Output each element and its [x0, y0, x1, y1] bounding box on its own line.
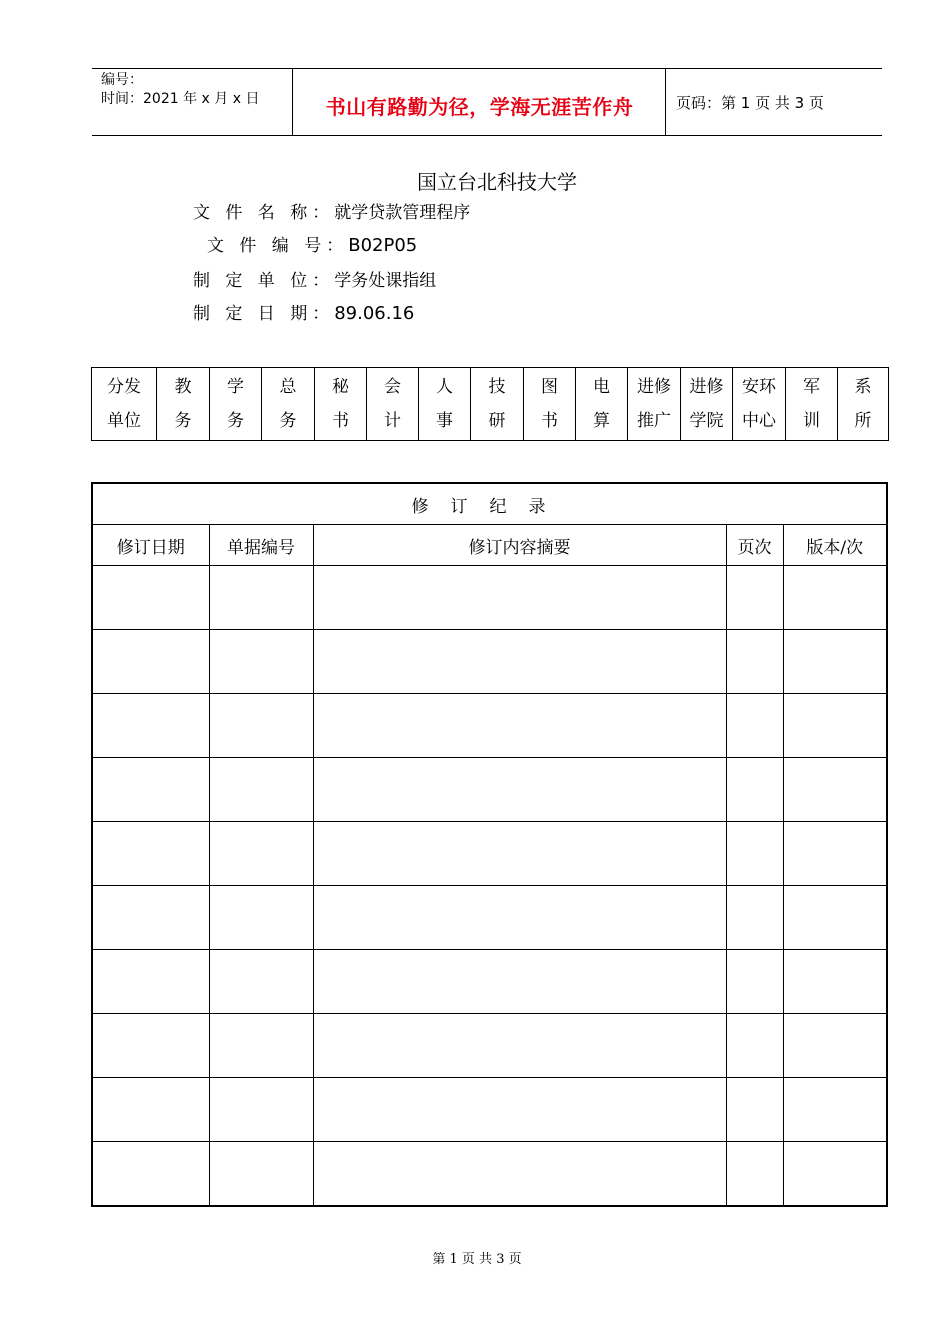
header-top-rule [92, 68, 882, 69]
dist-cell-line: 分发 [107, 377, 141, 397]
dist-cell [628, 368, 681, 441]
header-bottom-rule [92, 135, 882, 136]
page-number-cell[interactable] [726, 566, 783, 630]
page-number-cell[interactable] [726, 1078, 783, 1142]
dist-cell-line: 安环 [742, 377, 776, 397]
revision-summary-cell[interactable] [313, 758, 726, 822]
doc-field-number-value: B02P05 [348, 235, 418, 256]
page-number-cell[interactable] [726, 630, 783, 694]
distribution-table [91, 367, 889, 441]
table-row [92, 822, 887, 886]
dist-cell-line: 电 [593, 377, 610, 397]
dist-cell [471, 368, 524, 441]
revision-summary-cell[interactable] [313, 950, 726, 1014]
voucher-number-cell[interactable] [209, 822, 313, 886]
doc-field-date [193, 302, 414, 326]
dist-cell-line: 推广 [637, 411, 671, 431]
dist-cell-line: 人 [436, 377, 453, 397]
doc-field-number-label: 文 件 编 号： [207, 236, 349, 256]
column-header: 修订日期 [92, 525, 209, 566]
revision-caption: 修订纪录 [92, 483, 887, 525]
dist-cell [576, 368, 628, 441]
dist-cell [419, 368, 471, 441]
page-number-cell[interactable] [726, 822, 783, 886]
revision-summary-cell[interactable] [313, 822, 726, 886]
version-cell[interactable] [783, 758, 887, 822]
dist-cell-line: 系 [854, 377, 872, 397]
page-number-cell[interactable] [726, 1014, 783, 1078]
column-header: 版本/次 [783, 525, 887, 566]
page-footer: 第 1 页 共 3 页 [432, 1252, 522, 1267]
page-number-cell[interactable] [726, 758, 783, 822]
revision-summary-cell[interactable] [313, 630, 726, 694]
revision-summary-cell[interactable] [313, 566, 726, 630]
table-row [92, 630, 887, 694]
dist-cell-line: 书 [541, 411, 558, 431]
dist-cell-line: 单位 [107, 411, 141, 431]
voucher-number-cell[interactable] [209, 1014, 313, 1078]
table-row [92, 566, 887, 630]
header-number-label: 编号： [101, 72, 143, 88]
dist-cell-line: 算 [593, 411, 610, 431]
dist-cell-line: 事 [436, 411, 453, 431]
revision-summary-cell[interactable] [313, 1142, 726, 1207]
dist-cell-line: 技 [488, 377, 506, 397]
header-time: 时间：2021 年 x 月 x 日 [101, 91, 260, 107]
version-cell[interactable] [783, 630, 887, 694]
dist-cell-line: 学 [227, 377, 244, 397]
version-cell[interactable] [783, 566, 887, 630]
distribution-row [92, 368, 889, 441]
doc-field-unit-label: 制 定 单 位： [193, 271, 335, 291]
page-number-cell[interactable] [726, 886, 783, 950]
version-cell[interactable] [783, 1078, 887, 1142]
dist-cell [786, 368, 838, 441]
dist-cell-line: 中心 [742, 411, 776, 431]
page-number-cell[interactable] [726, 694, 783, 758]
revision-date-cell[interactable] [92, 1014, 209, 1078]
revision-summary-cell[interactable] [313, 1078, 726, 1142]
header-motto: 书山有路勤为径，学海无涯苦作舟 [325, 95, 634, 119]
dist-cell [315, 368, 367, 441]
dist-cell-line: 总 [279, 377, 297, 397]
voucher-number-cell[interactable] [209, 886, 313, 950]
revision-table [91, 482, 888, 1207]
dist-cell [367, 368, 419, 441]
dist-cell-line: 所 [854, 411, 872, 431]
revision-date-cell[interactable] [92, 950, 209, 1014]
version-cell[interactable] [783, 822, 887, 886]
doc-field-name [193, 201, 470, 225]
revision-date-cell[interactable] [92, 694, 209, 758]
revision-date-cell[interactable] [92, 630, 209, 694]
column-header: 修订内容摘要 [313, 525, 726, 566]
dist-cell [838, 368, 889, 441]
dist-cell-line: 进修 [637, 377, 671, 397]
page-number-cell[interactable] [726, 950, 783, 1014]
voucher-number-cell[interactable] [209, 1078, 313, 1142]
dist-cell [733, 368, 786, 441]
revision-summary-cell[interactable] [313, 694, 726, 758]
revision-date-cell[interactable] [92, 822, 209, 886]
dist-cell-line: 军 [803, 377, 820, 397]
revision-summary-cell[interactable] [313, 1014, 726, 1078]
page-number-cell[interactable] [726, 1142, 783, 1207]
doc-field-number [207, 234, 417, 258]
doc-field-date-label: 制 定 日 期： [193, 304, 335, 324]
revision-date-cell[interactable] [92, 886, 209, 950]
revision-date-cell[interactable] [92, 1142, 209, 1207]
voucher-number-cell[interactable] [209, 694, 313, 758]
voucher-number-cell[interactable] [209, 566, 313, 630]
dist-cell-line: 务 [227, 411, 244, 431]
version-cell[interactable] [783, 694, 887, 758]
revision-summary-cell[interactable] [313, 886, 726, 950]
dist-cell-line: 会 [384, 377, 401, 397]
dist-cell [157, 368, 210, 441]
table-row [92, 1014, 887, 1078]
dist-cell-line: 进修 [689, 377, 724, 397]
voucher-number-cell[interactable] [209, 950, 313, 1014]
dist-cell-line: 计 [384, 411, 401, 431]
revision-caption-row [92, 483, 887, 525]
table-row [92, 758, 887, 822]
doc-field-unit-value: 学务处课指组 [334, 271, 437, 291]
dist-cell-line: 务 [174, 411, 192, 431]
dist-cell-line: 书 [332, 411, 349, 431]
doc-field-name-label: 文 件 名 称： [193, 203, 335, 223]
voucher-number-cell[interactable] [209, 758, 313, 822]
doc-field-date-value: 89.06.16 [334, 303, 415, 324]
column-header: 页次 [726, 525, 783, 566]
version-cell[interactable] [783, 1142, 887, 1207]
doc-field-unit [193, 269, 436, 293]
dist-cell [681, 368, 733, 441]
revision-date-cell[interactable] [92, 758, 209, 822]
dist-cell [92, 368, 157, 441]
voucher-number-cell[interactable] [209, 630, 313, 694]
doc-field-name-value: 就学贷款管理程序 [334, 203, 471, 223]
header-page-info: 页码：第 1 页 共 3 页 [676, 94, 824, 112]
version-cell[interactable] [783, 950, 887, 1014]
table-row [92, 1078, 887, 1142]
table-row [92, 950, 887, 1014]
dist-cell [524, 368, 576, 441]
table-row [92, 886, 887, 950]
document-title: 国立台北科技大学 [417, 170, 577, 194]
column-header: 单据编号 [209, 525, 313, 566]
table-row [92, 694, 887, 758]
version-cell[interactable] [783, 886, 887, 950]
dist-cell-line: 务 [279, 411, 297, 431]
dist-cell-line: 图 [541, 377, 558, 397]
dist-cell-line: 研 [488, 411, 506, 431]
dist-cell [210, 368, 262, 441]
dist-cell-line: 教 [174, 377, 192, 397]
dist-cell [262, 368, 315, 441]
dist-cell-line: 学院 [689, 411, 724, 431]
table-row [92, 1142, 887, 1207]
revision-header-row [92, 525, 887, 566]
revision-date-cell[interactable] [92, 1078, 209, 1142]
version-cell[interactable] [783, 1014, 887, 1078]
revision-date-cell[interactable] [92, 566, 209, 630]
dist-cell-line: 训 [803, 411, 820, 431]
voucher-number-cell[interactable] [209, 1142, 313, 1207]
dist-cell-line: 秘 [332, 377, 349, 397]
